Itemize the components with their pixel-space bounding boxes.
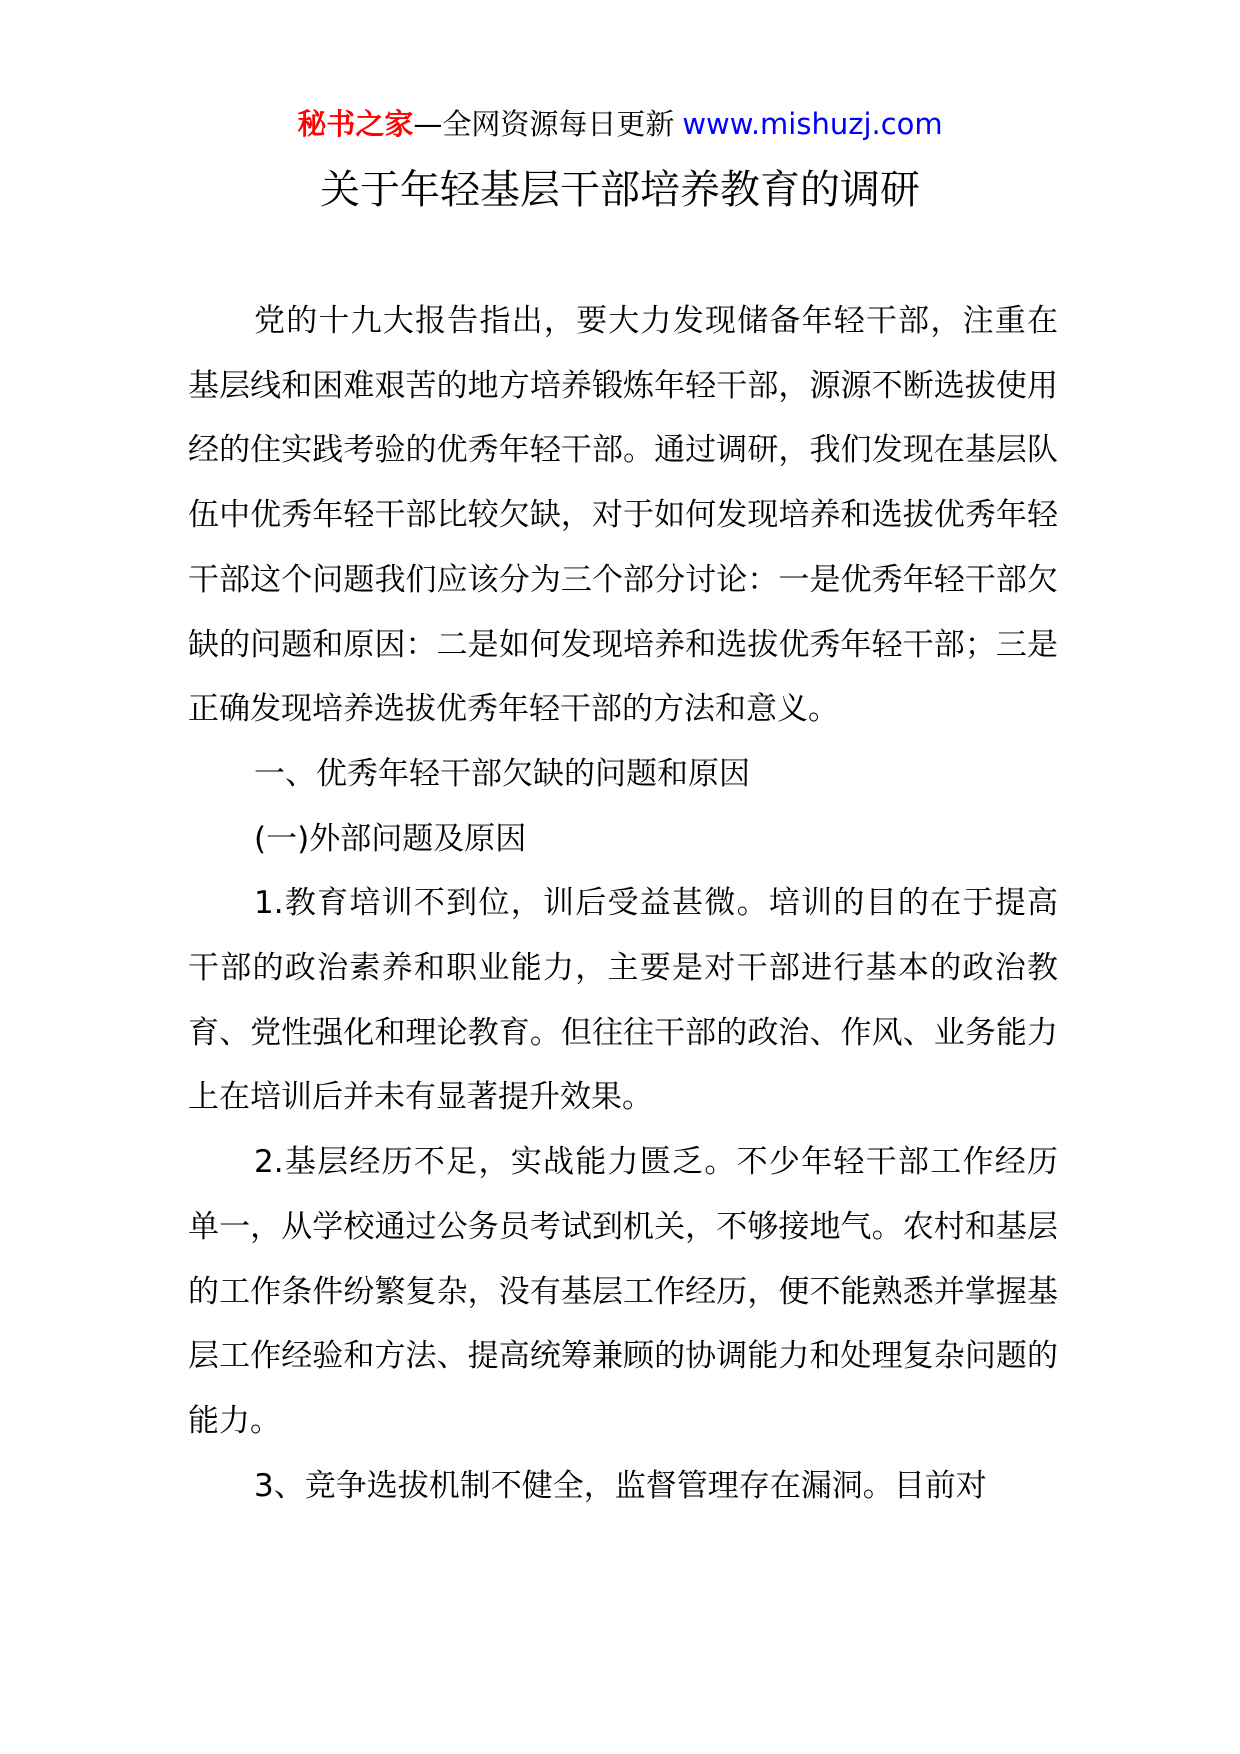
subsection-heading-1: (一)外部问题及原因 <box>254 820 527 857</box>
site-header-banner <box>0 104 1240 144</box>
intro-paragraph: 党的十九大报告指出，要大力发现储备年轻干部，注重在基层线和困难艰苦的地方培养锻炼年轻干部，源源不断选拔使用经的住实践考验的优秀年轻干部。通过调研，我们发现在基层队伍中优秀年轻干部比较欠缺，对于如何发现培养和选拔优秀年轻干部这个问题我们应该分为三个部分讨论：一是优秀年轻干部欠缺的问题和原因：二是如何发现培养和选拔优秀年轻干部；三是正确发现培养选拔优秀年轻干部的方法和意义。 <box>188 303 1058 728</box>
section-heading-1: 一、优秀年轻干部欠缺的问题和原因 <box>254 755 750 792</box>
site-url-link[interactable]: www.mishuzj.com <box>682 107 943 141</box>
point-2-paragraph: 2.基层经历不足，实战能力匮乏。不少年轻干部工作经历单一，从学校通过公务员考试到机关，不够接地气。农村和基层的工作条件纷繁复杂，没有基层工作经历，便不能熟悉并掌握基层工作经验和方法、提高统筹兼顾的协调能力和处理复杂问题的能力。 <box>188 1144 1058 1439</box>
point-3-paragraph: 3、竞争选拔机制不健全，监督管理存在漏洞。目前对 <box>254 1467 987 1504</box>
document-title: 关于年轻基层干部培养教育的调研 <box>320 167 920 213</box>
brand-name: 秘书之家 <box>297 107 414 141</box>
header-tagline: —全网资源每日更新 <box>413 107 675 141</box>
point-1-paragraph: 1.教育培训不到位，训后受益甚微。培训的目的在于提高干部的政治素养和职业能力，主要是对干部进行基本的政治教育、党性强化和理论教育。但往往干部的政治、作风、业务能力上在培训后并未有显著提升效果。 <box>188 885 1058 1116</box>
document-body <box>188 289 1058 1518</box>
